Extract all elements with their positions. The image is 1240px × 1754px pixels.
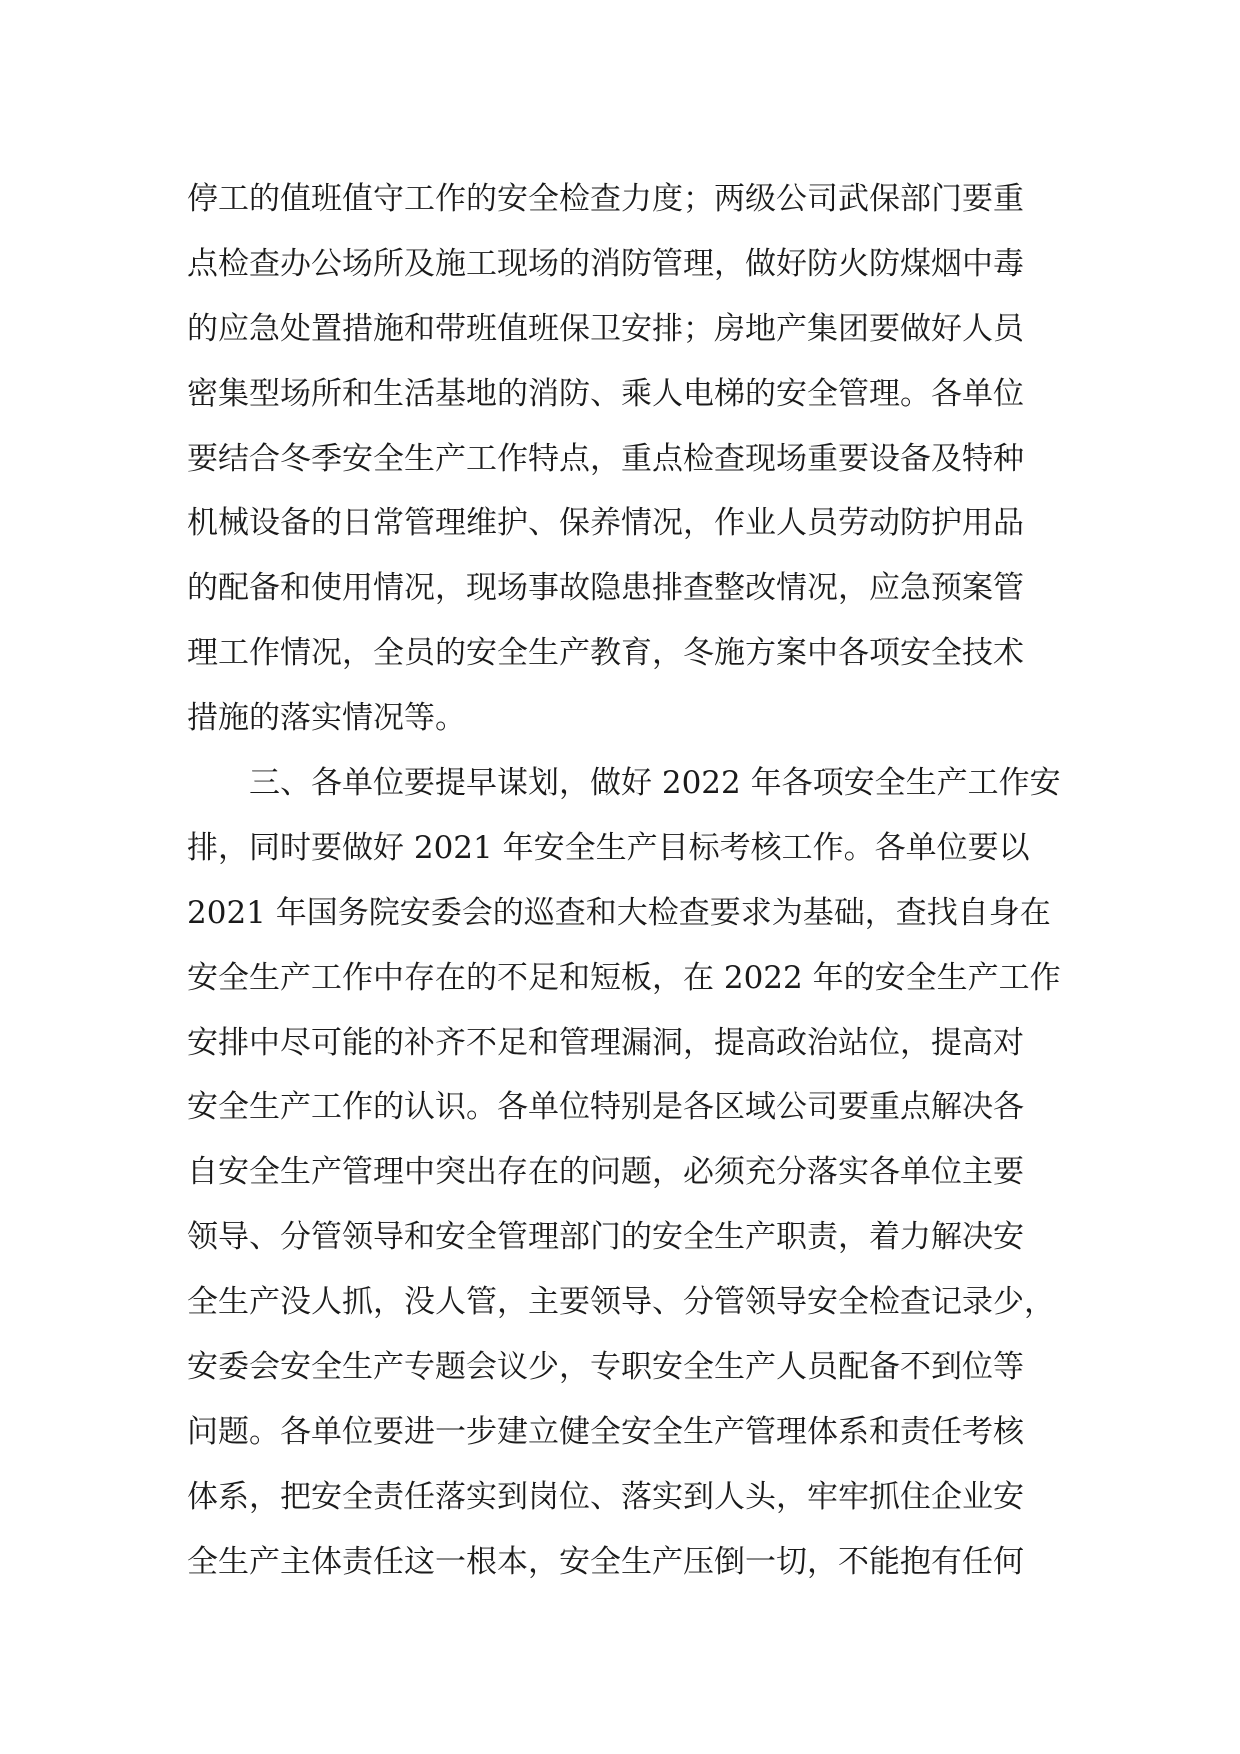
text-line: 问题。各单位要进一步建立健全安全生产管理体系和责任考核 [187,1413,1024,1450]
text-line: 排，同时要做好 2021 年安全生产目标考核工作。各单位要以 [187,829,1030,866]
text-line: 安全生产工作的认识。各单位特别是各区域公司要重点解决各 [187,1089,1024,1126]
text-line: 理工作情况，全员的安全生产教育，冬施方案中各项安全技术 [187,635,1024,672]
text-line: 点检查办公场所及施工现场的消防管理，做好防火防煤烟中毒 [187,245,1024,282]
text-line: 2021 年国务院安委会的巡查和大检查要求为基础，查找自身在 [187,894,1051,931]
text-line: 安委会安全生产专题会议少，专职安全生产人员配备不到位等 [187,1349,1024,1386]
text-line: 的配备和使用情况，现场事故隐患排查整改情况，应急预案管 [187,570,1024,607]
text-line: 机械设备的日常管理维护、保养情况，作业人员劳动防护用品 [187,505,1024,542]
paragraph-start-line: 三、各单位要提早谋划，做好 2022 年各项安全生产工作安 [249,765,1061,802]
text-line: 全生产主体责任这一根本，安全生产压倒一切，不能抱有任何 [187,1543,1024,1580]
text-line: 要结合冬季安全生产工作特点，重点检查现场重要设备及特种 [187,440,1024,477]
text-line: 安全生产工作中存在的不足和短板，在 2022 年的安全生产工作 [187,959,1061,996]
text-line: 的应急处置措施和带班值班保卫安排；房地产集团要做好人员 [187,310,1024,347]
text-line: 自安全生产管理中突出存在的问题，必须充分落实各单位主要 [187,1154,1024,1191]
text-line: 停工的值班值守工作的安全检查力度；两级公司武保部门要重 [187,181,1024,217]
text-line: 措施的落实情况等。 [187,700,466,737]
text-line: 领导、分管领导和安全管理部门的安全生产职责，着力解决安 [187,1219,1024,1256]
text-line: 密集型场所和生活基地的消防、乘人电梯的安全管理。各单位 [187,375,1024,412]
text-line: 全生产没人抓，没人管，主要领导、分管领导安全检查记录少， [187,1284,1055,1321]
text-line: 安排中尽可能的补齐不足和管理漏洞，提高政治站位，提高对 [187,1024,1024,1061]
body-text [187,167,1087,1595]
text-line: 体系，把安全责任落实到岗位、落实到人头，牢牢抓住企业安 [187,1478,1024,1515]
